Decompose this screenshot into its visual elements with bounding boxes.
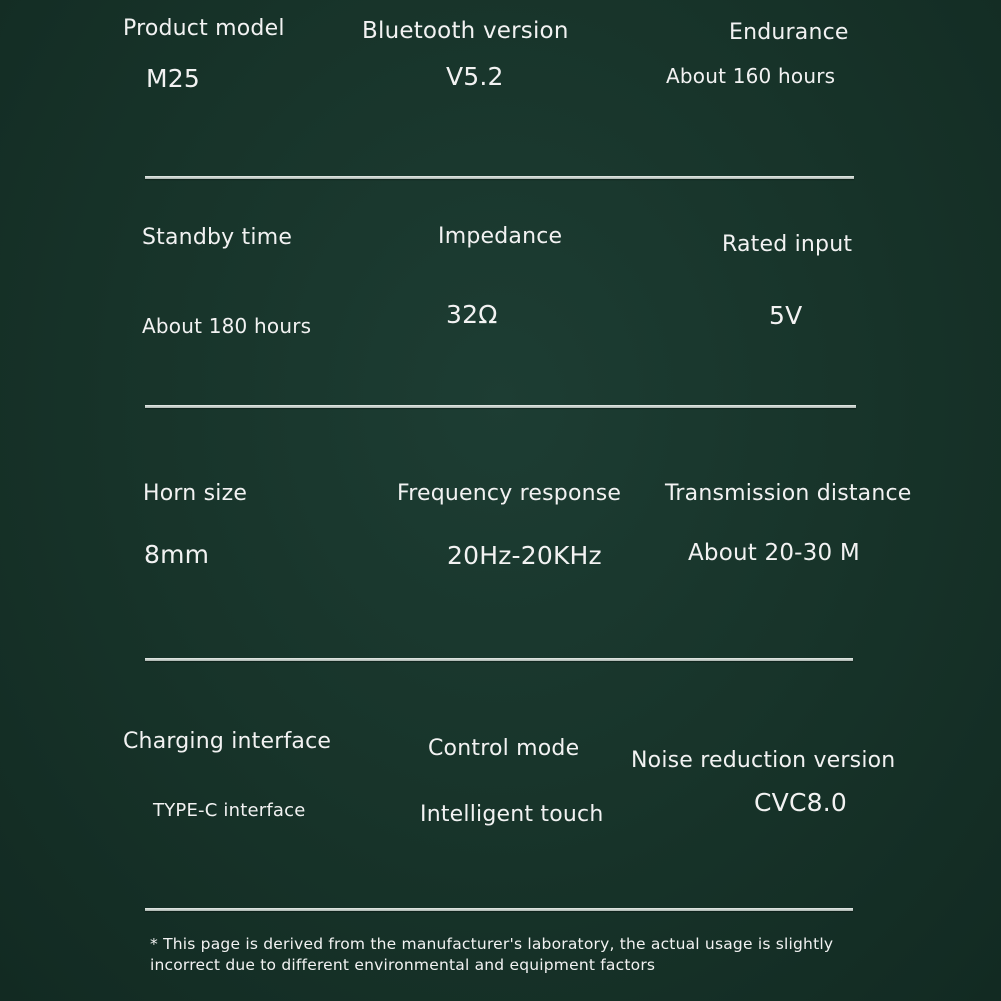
spec-value-endurance: About 160 hours xyxy=(666,64,836,88)
spec-label-noise-reduction-version: Noise reduction version xyxy=(631,748,896,773)
spec-label-endurance: Endurance xyxy=(729,20,849,45)
spec-value-charging-interface: TYPE-C interface xyxy=(153,800,306,821)
spec-label-horn-size: Horn size xyxy=(143,481,248,506)
spec-label-bluetooth-version: Bluetooth version xyxy=(362,18,569,44)
spec-value-standby-time: About 180 hours xyxy=(142,314,312,338)
divider-2 xyxy=(145,405,856,408)
spec-label-product-model: Product model xyxy=(123,16,285,41)
spec-label-impedance: Impedance xyxy=(438,224,563,249)
spec-value-noise-reduction-version: CVC8.0 xyxy=(754,788,847,817)
spec-value-impedance: 32Ω xyxy=(446,300,498,329)
spec-label-rated-input: Rated input xyxy=(722,232,853,257)
spec-label-standby-time: Standby time xyxy=(142,225,293,250)
divider-1 xyxy=(145,176,854,179)
spec-label-transmission-distance: Transmission distance xyxy=(665,481,912,506)
spec-label-frequency-response: Frequency response xyxy=(397,481,622,506)
spec-value-control-mode: Intelligent touch xyxy=(420,802,604,827)
spec-label-charging-interface: Charging interface xyxy=(123,729,332,754)
spec-value-frequency-response: 20Hz-20KHz xyxy=(447,541,602,570)
spec-value-transmission-distance: About 20-30 M xyxy=(688,540,860,566)
footnote: * This page is derived from the manufacturer's laboratory, the actual usage is slightly incorrect due to different environmental and equipment factors xyxy=(150,935,834,974)
spec-label-control-mode: Control mode xyxy=(428,736,580,761)
divider-4 xyxy=(145,908,853,911)
divider-3 xyxy=(145,658,853,661)
spec-value-horn-size: 8mm xyxy=(144,540,210,569)
spec-value-rated-input: 5V xyxy=(769,301,803,330)
spec-value-product-model: M25 xyxy=(146,64,200,93)
spec-value-bluetooth-version: V5.2 xyxy=(446,62,504,91)
